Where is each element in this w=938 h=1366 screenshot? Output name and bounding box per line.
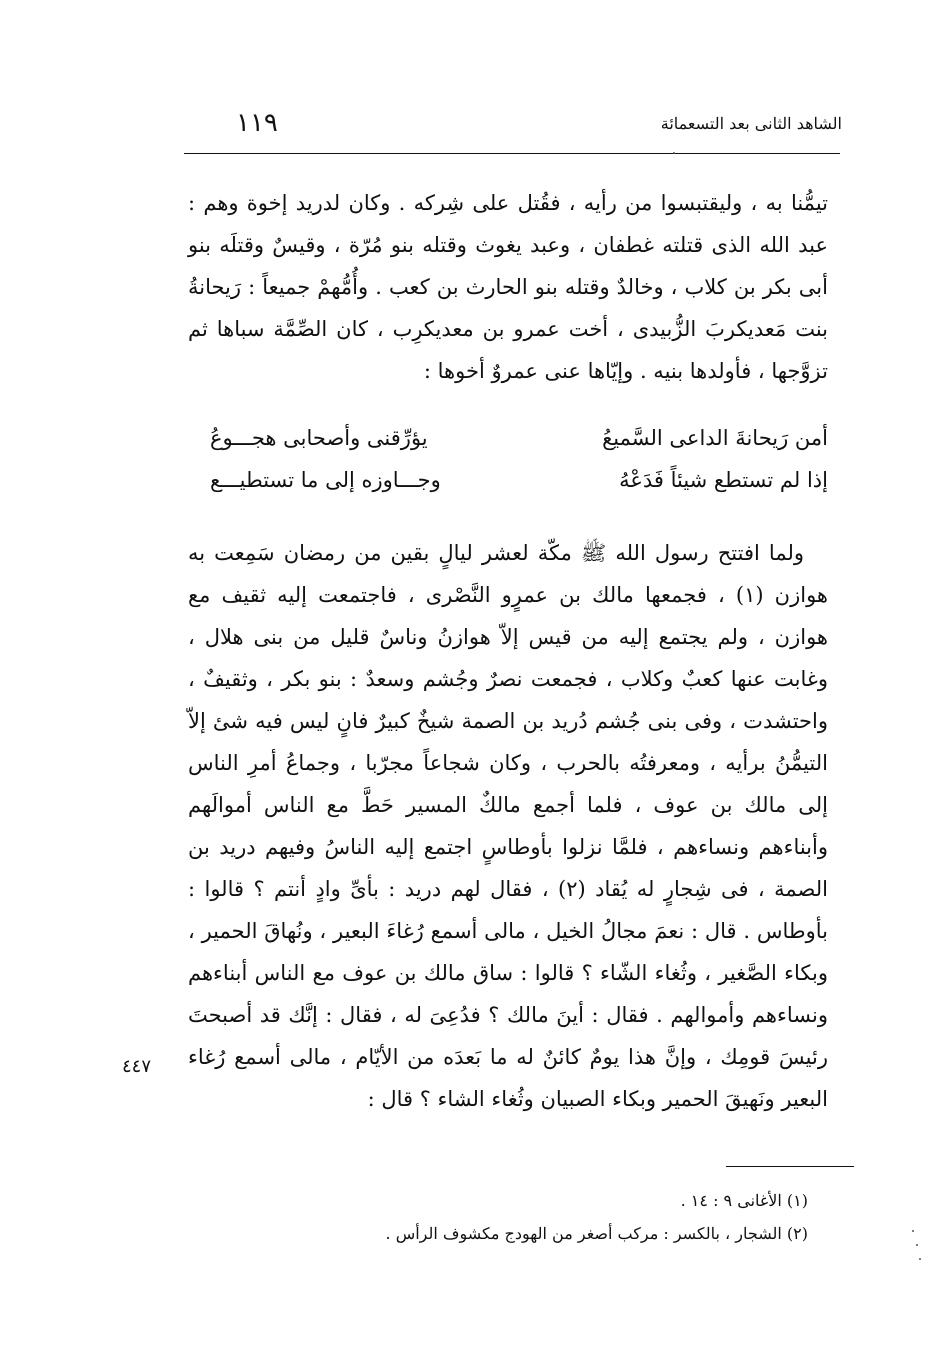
margin-volume-page-number: ٤٤٧ <box>122 1056 152 1077</box>
footnote-1: (١) الأغانى ٩ : ١٤ . <box>680 1191 808 1210</box>
scan-speck <box>916 1244 918 1246</box>
running-title: الشاهد الثانى بعد التسعمائة <box>660 114 842 133</box>
footnote-2: (٢) الشجار ، بالكسر : مركب أصغر من الهودج مكشوف الرأس . <box>385 1224 808 1243</box>
poem-verse-1 <box>188 420 828 462</box>
footnote-rule <box>726 1166 854 1167</box>
footnotes <box>188 1184 808 1250</box>
body-paragraph-2: ولما افتتح رسول الله ﷺ مكّة لعشر ليالٍ بقين من رمضان سَمِعت به هوازن (١) ، فجمعها مالك بن عمرٍو النَّصْرى ، فاجتمعت إليه ثقيف مع هوازن ، ولم يجتمع إليه من قيس إلاّ هوازنُ وناسٌ قليل من بنى هلال ، وغابت عنها كعبٌ وكلاب ، فجمعت نصرٌ وجُشم وسعدٌ : بنو بكر ، وثقيفٌ ، واحتشدت ، وفى بنى جُشم دُريد بن الصمة شيخٌ كبيرٌ فانٍ ليس فيه شئ إلاّ التيمُّنُ برأيه ، ومعرفتُه بالحرب ، وكان شجاعاً مجرّبا ، وجماعُ أمرِ الناس إلى مالك بن عوف ، فلما أجمع مالكٌ المسير حَطَّ مع الناس أموالَهم وأبناءهم ونساءهم ، فلمَّا نزلوا بأوطاسٍ اجتمع إليه الناسُ وفيهم دريد بن الصمة ، فى شِجارٍ له يُقاد (٢) ، فقال لهم دريد : بأىِّ وادٍ أنتم ؟ قالوا : بأوطاس . قال : نعمَ مجالُ الخيل ، مالى أسمع رُغاءَ البعير ، ونُهاقَ الحمير ، وبكاء الصَّغير ، وثُغاء الشّاء ؟ قالوا : ساق مالك بن عوف مع الناس أبناءهم ونساءهم وأموالهم . فقال : أينَ مالك ؟ فدُعِىَ له ، فقال : إنَّك قد أصبحتَ رئيسَ قومِك ، وإنَّ هذا يومٌ كائنٌ له ما بَعدَه من الأيّام ، مالى أسمع رُغاء البعير ونَهيقَ الحمير وبكاء الصبيان وثُغاء الشاء ؟ قال : <box>188 541 828 1111</box>
verse-1-first-hemistich: أمن رَيحانةَ الداعى السَّميعُ <box>602 426 828 450</box>
scan-speck <box>912 1230 914 1232</box>
verse-2-second-hemistich: وجـــاوزه إلى ما تستطيـــع <box>210 468 441 492</box>
scan-speck <box>919 1258 921 1260</box>
page-number: ١١٩ <box>236 108 278 138</box>
verse-2-first-hemistich: إذا لم تستطع شيئاً فَدَعْهُ <box>619 468 828 492</box>
scan-speck <box>673 152 675 154</box>
header-rule <box>184 153 840 154</box>
poem-verse-2 <box>188 462 828 504</box>
body-paragraph-1: تيمُّنا به ، وليقتبسوا من رأيه ، فقُتل على شِركه . وكان لدريد إخوة وهم : عبد الله الذى قتلته غطفان ، وعبد يغوث وقتله بنو مُرّة ، وقيسٌ وقتلَه بنو أبى بكر بن كلاب ، وخالدٌ وقتله بنو الحارث بن كعب . وأُمُّهمْ جميعاً : رَيحانةُ بنت مَعديكربَ الزُّبيدى ، أخت عمرو بن معديكرِب ، كان الصِّمَّة سباها ثم تزوَّجها ، فأولدها بنيه . وإيّاها عنى عمروٌ أخوها : <box>188 191 828 383</box>
poem-block <box>188 420 828 504</box>
verse-1-second-hemistich: يؤرِّقنى وأصحابى هجـــوعُ <box>210 426 428 450</box>
